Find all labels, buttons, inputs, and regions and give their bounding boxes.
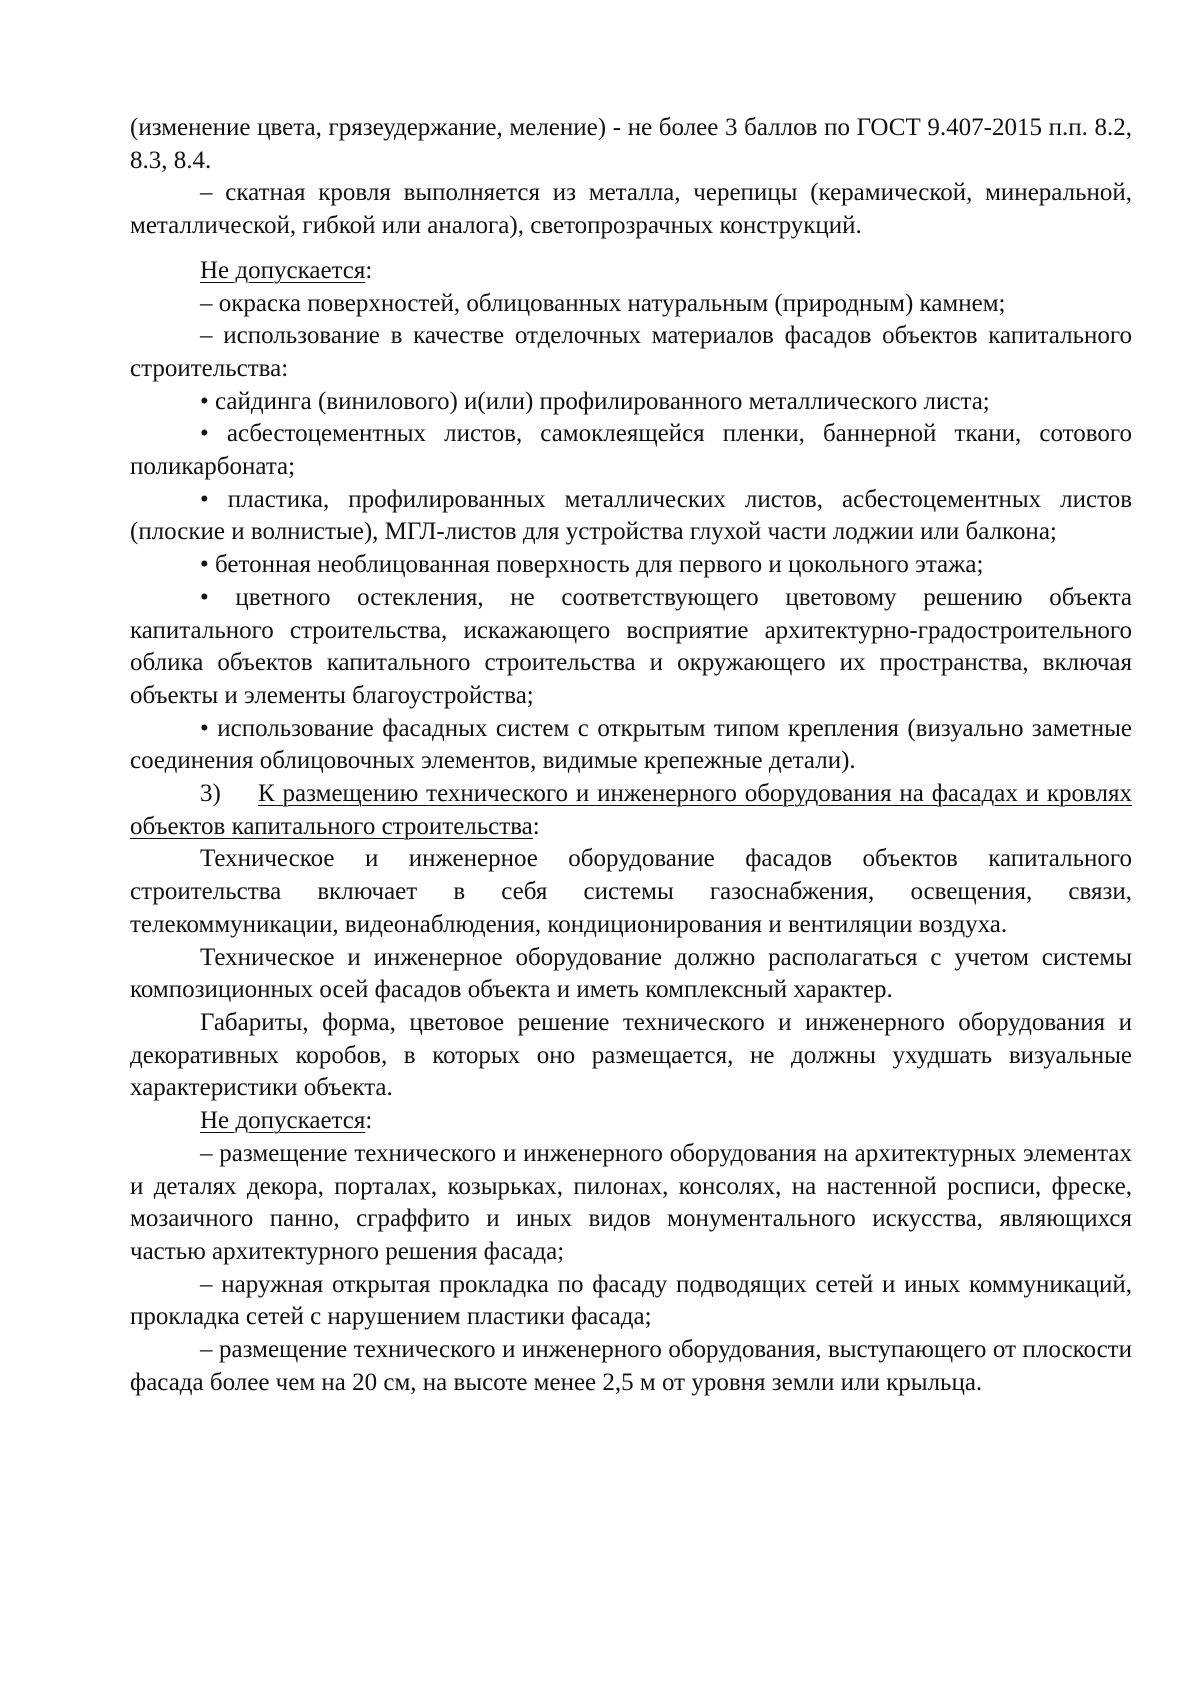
heading-not-allowed-1-colon: :: [365, 256, 373, 284]
heading-not-allowed-2: [130, 1105, 1132, 1138]
bullet-plastic-loggia: • пластика, профилированных металлических листов, асбестоцементных листов (плоские и волнистые), МГЛ-листов для устройства глухой части лоджии или балкона;: [130, 485, 1132, 546]
section-3-heading: [130, 778, 1132, 843]
heading-not-allowed-1-text: Не допускается: [200, 256, 366, 284]
bullet-facade-systems: • использование фасадных систем с открытым типом крепления (визуально заметные соединения облицовочных элементов, видимые крепежные детали).: [130, 714, 1132, 775]
heading-not-allowed-2-colon: :: [365, 1107, 373, 1135]
document-page: [130, 112, 1132, 1399]
section-3-title: К размещению технического и инженерного оборудования на фасадах и кровлях объектов капитального строительства: [130, 780, 1132, 840]
paragraph-open-laying: – наружная открытая прокладка по фасаду подводящих сетей и иных коммуникаций, прокладка сетей с нарушением пластики фасада;: [130, 1270, 1132, 1331]
paragraph-finishing-materials: – использование в качестве отделочных материалов фасадов объектов капитального строительства:: [130, 322, 1132, 382]
bullet-colored-glazing: • цветного остекления, не соответствующего цветовому решению объекта капитального строительства, искажающего восприятие архитектурно-градостроительного облика объектов капитального строительства и окружающего их пространства, включая объекты и элементы благоустройства;: [130, 583, 1132, 709]
paragraph-equipment-placement: Техническое и инженерное оборудование должно располагаться с учетом системы композиционных осей фасадов объекта и иметь комплексный характер.: [130, 943, 1132, 1004]
paragraph-stone-painting: – окраска поверхностей, облицованных натуральным (природным) камнем;: [200, 289, 1006, 317]
section-3-number: 3): [200, 780, 221, 808]
paragraph-equipment-dimensions: Габариты, форма, цветовое решение технического и инженерного оборудования и декоративных коробов, в которых оно размещается, не должны ухудшать визуальные характеристики объекта.: [130, 1008, 1132, 1102]
bullet-asbestos-sheets: • асбестоцементных листов, самоклеящейся пленки, баннерной ткани, сотового поликарбоната;: [130, 420, 1132, 481]
paragraph-continuation: (изменение цвета, грязеудержание, меление) - не более 3 баллов по ГОСТ 9.407-2015 п.п. 8.2, 8.3, 8.4.: [130, 114, 1132, 174]
paragraph-architectural-elements: – размещение технического и инженерного оборудования на архитектурных элементах и деталях декора, порталах, козырьках, пилонах, консолях, на настенной росписи, фреске, мозаичного панно, сграффито и иных видов монументального искусства, являющихся частью архитектурного решения фасада;: [130, 1139, 1132, 1265]
heading-not-allowed-1: [130, 255, 1132, 288]
paragraph-equipment-includes: Техническое и инженерное оборудование фасадов объектов капитального строительства включает в себя системы газоснабжения, освещения, связи, телекоммуникации, видеонаблюдения, кондиционирования и вентиляции воздуха.: [130, 845, 1132, 938]
paragraph-protruding-equipment: – размещение технического и инженерного оборудования, выступающего от плоскости фасада более чем на 20 см, на высоте менее 2,5 м от уровня земли или крыльца.: [130, 1336, 1132, 1396]
bullet-concrete-surface: • бетонная необлицованная поверхность для первого и цокольного этажа;: [200, 551, 984, 579]
paragraph-pitched-roof: – скатная кровля выполняется из металла, черепицы (керамической, минеральной, металлической, гибкой или аналога), светопрозрачных конструкций.: [130, 179, 1132, 240]
bullet-siding: • сайдинга (винилового) и(или) профилированного металлического листа;: [200, 387, 990, 415]
section-3-colon: :: [532, 812, 540, 840]
heading-not-allowed-2-text: Не допускается: [200, 1107, 366, 1135]
